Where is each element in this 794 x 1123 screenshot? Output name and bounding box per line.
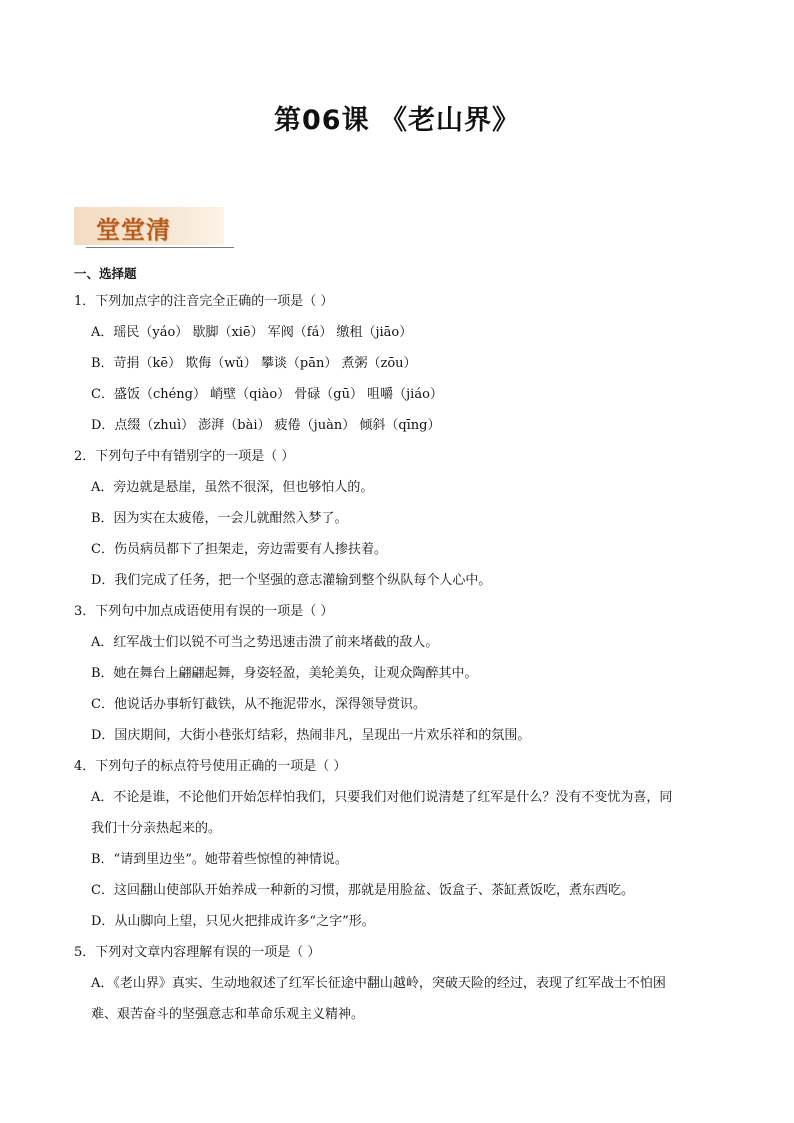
option-line: A．红军战士们以锐不可当之势迅速击溃了前来堵截的敌人。	[91, 635, 439, 650]
option-line: C．伤员病员都下了担架走，旁边需要有人掺扶着。	[91, 542, 387, 557]
option-line: D．从山脚向上望，只见火把排成许多“之字”形。	[91, 914, 375, 929]
option-line: D．我们完成了任务，把一个坚强的意志灌输到整个纵队每个人心中。	[91, 573, 492, 588]
badge-underline	[86, 247, 234, 248]
option-line: B．因为实在太疲倦，一会儿就酣然入梦了。	[91, 511, 348, 526]
option-line: D．点缀（zhuì） 澎湃（bài） 疲倦（juàn） 倾斜（qīng）	[91, 418, 441, 433]
option-line: C．盛饭（chéng） 峭壁（qiào） 骨碌（gū） 咀嚼（jiáo）	[91, 387, 443, 402]
option-line: A．不论是谁，不论他们开始怎样怕我们，只要我们对他们说清楚了红军是什么？没有不变忧为喜，同	[91, 790, 673, 805]
option-line: B．苛捐（kē） 欺侮（wǔ） 攀谈（pān） 煮粥（zōu）	[91, 356, 417, 371]
option-line: B．她在舞台上翩翩起舞，身姿轻盈，美轮美奂，让观众陶醉其中。	[91, 666, 478, 681]
question-stem: 1．下列加点字的注音完全正确的一项是（ ）	[74, 294, 334, 309]
option-continuation: 我们十分亲热起来的。	[91, 821, 222, 836]
section-badge	[74, 207, 224, 245]
option-line: D．国庆期间，大街小巷张灯结彩，热闹非凡，呈现出一片欢乐祥和的氛围。	[91, 728, 531, 743]
option-continuation: 难、艰苦奋斗的坚强意志和革命乐观主义精神。	[91, 1007, 365, 1022]
option-line: C．这回翻山使部队开始养成一种新的习惯，那就是用脸盆、饭盒子、茶缸煮饭吃，煮东西吃。	[91, 883, 634, 898]
question-stem: 2．下列句子中有错别字的一项是（ ）	[74, 449, 295, 464]
option-line: A．《老山界》真实、生动地叙述了红军长征途中翻山越岭，突破天险的经过，表现了红军战士不怕困	[91, 976, 666, 991]
question-stem: 5．下列对文章内容理解有误的一项是（ ）	[74, 945, 321, 960]
option-line: B．“请到里边坐”。她带着些惊惶的神情说。	[91, 852, 348, 867]
option-line: A．旁边就是悬崖，虽然不很深，但也够怕人的。	[91, 480, 374, 495]
question-stem: 4．下列句子的标点符号使用正确的一项是（ ）	[74, 759, 347, 774]
question-stem: 3．下列句中加点成语使用有误的一项是（ ）	[74, 604, 334, 619]
lesson-title: 第06课 《老山界》	[274, 105, 520, 136]
section-heading: 一、选择题	[74, 266, 137, 281]
badge-label: 堂堂清	[96, 216, 171, 244]
option-line: C．他说话办事斩钉截铁，从不拖泥带水，深得领导赏识。	[91, 697, 426, 712]
question-content	[74, 262, 724, 1030]
option-line: A．瑶民（yáo） 歇脚（xiē） 军阀（fá） 缴租（jiāo）	[91, 325, 413, 340]
